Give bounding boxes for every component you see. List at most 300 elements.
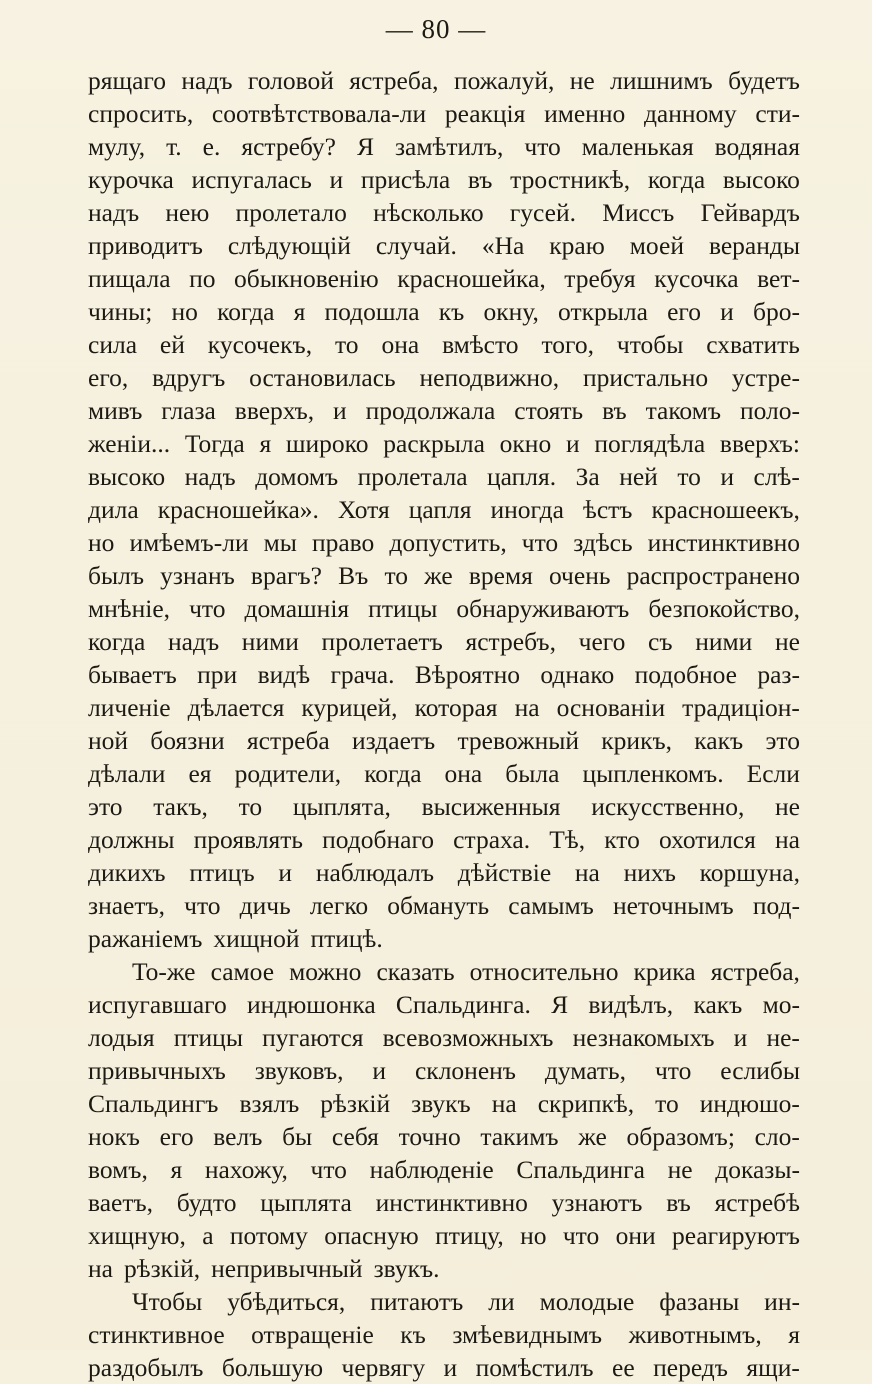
word: обнаруживаютъ [456,594,630,623]
word: испугалась [191,165,312,194]
word: не [667,1155,693,1184]
word: передъ [653,1353,728,1382]
word: ее [612,1353,635,1382]
word: чтобы [616,330,684,359]
word: цыплята [260,1188,352,1217]
word: продолжала [365,396,496,425]
word: не [775,792,800,821]
word: требуя [564,264,636,293]
word: ними [241,627,299,656]
word: съ [648,627,673,656]
word: на [491,1089,517,1118]
word: реагируютъ [671,1221,800,1250]
word: боязни [150,726,225,755]
text-line [88,691,800,724]
word: вет- [757,264,800,293]
word: мо- [762,990,800,1019]
word: мы [263,528,297,557]
word: еслибы [720,1056,800,1085]
word: глаза [161,396,216,425]
word: пожалуй, [453,66,555,95]
word: я [170,1155,183,1184]
word: видѣ [257,660,311,689]
word: должны [88,825,175,854]
word: схватить [706,330,800,359]
word: опасную [324,1221,419,1250]
word: приводитъ [88,231,203,260]
word: будто [176,1188,237,1217]
word: ястребѣ [714,1188,800,1217]
word: ними [695,627,753,656]
word: наблюдалъ [315,858,435,887]
word: веранды [708,231,800,260]
word: дикихъ [88,858,166,887]
word: под- [752,891,800,920]
word: точно [398,1122,461,1151]
word: надъ [168,627,220,656]
word: рѣзкій [320,1089,391,1118]
word: неточнымъ [612,891,734,920]
word: велъ [213,1122,263,1151]
word: думать, [544,1056,627,1085]
word: образомъ; [626,1122,735,1151]
word: когда [647,165,706,194]
word: сила [88,330,138,359]
word: по [189,264,216,293]
word: цыпленкомъ. [582,759,724,788]
word: «На [481,231,525,260]
word: реакція [444,99,526,128]
word: допустить, [389,528,507,557]
word: можно [289,957,362,986]
word: что [310,1155,347,1184]
word: же [424,561,453,590]
word: вмѣсто [442,330,519,359]
word: убѣдиться, [227,1287,346,1316]
word: и [329,165,344,194]
word: я [293,297,306,326]
word: очень [548,561,611,590]
word: но [88,528,115,557]
text-line [88,1120,800,1153]
word: именно [544,99,626,128]
word: дила [88,495,139,524]
word: молодые [539,1287,635,1316]
word: она [381,330,420,359]
word: то [238,792,263,821]
word: пищала [88,264,171,293]
text-line [88,196,800,229]
word: раздобылъ [88,1353,204,1382]
word: случай. [375,231,457,260]
word: себя [331,1122,379,1151]
word: его [159,1122,194,1151]
word: будетъ [728,66,800,95]
word: червягу [341,1353,426,1382]
word: а [202,1221,214,1250]
word: большую [221,1353,324,1382]
word: ѣстъ [583,495,633,524]
word: ваетъ, [88,1188,154,1217]
word: Спальдинга [516,1155,645,1184]
word: его [667,297,701,326]
word: Спальдингъ [88,1089,219,1118]
word: бываетъ [88,660,177,689]
word: и [278,858,293,887]
word: красношеекъ, [651,495,800,524]
text-line [88,757,800,790]
text-line [88,394,800,427]
word: стоять [514,396,584,425]
word: лодыя [88,1023,155,1052]
word: е. [202,132,221,161]
word: основаніи [556,693,666,722]
word: то [384,561,408,590]
word: я [788,1320,800,1349]
word: широко [285,429,369,458]
word: какъ [694,726,744,755]
text-line [88,790,800,823]
word: и [720,297,734,326]
text-line [88,1285,800,1318]
text-line [88,1021,800,1054]
word: птицъ [189,858,255,887]
word: однако [540,660,615,689]
word: что [189,594,226,623]
word: слѣ- [753,462,800,491]
text-line [88,526,800,559]
word: безпокойство, [648,594,800,623]
word: что [562,1221,600,1250]
text-line [88,856,800,889]
word: издаетъ [352,726,436,755]
word: Тѣ, [549,825,586,854]
word: пролетаетъ [321,627,443,656]
word: и [565,429,580,458]
word: головой [247,66,334,95]
word: это [88,792,123,821]
word: Миссъ [602,198,675,227]
word: красношейка». [157,495,319,524]
word: мнѣніе, [88,594,171,623]
word: надъ [88,198,140,227]
word: ястреба, [710,957,800,986]
text-line [88,1318,800,1351]
text-line [88,163,800,196]
word: пролетало [235,198,347,227]
word: видѣлъ, [588,990,674,1019]
word: инстинктивно [375,1188,528,1217]
word: не [569,66,595,95]
word: высоко [88,462,166,491]
text-line [88,1054,800,1087]
word: ей [159,330,185,359]
word: Тогда [184,429,245,458]
text-line [88,1351,800,1384]
word: дѣлали [88,759,166,788]
word: незнакомыхъ [572,1023,715,1052]
word: помѣстилъ [475,1353,594,1382]
word: когда [217,297,275,326]
word: мивъ [88,396,143,425]
word: птицы [173,1023,243,1052]
word: крикъ, [601,726,673,755]
word: и [443,1353,458,1382]
word: рѣзкій, [123,1254,201,1283]
word: женіи... [88,429,171,458]
word: нею [165,198,210,227]
word: То-же [132,957,196,986]
word: цапля [408,495,472,524]
word: тревожный [457,726,580,755]
word: узнаютъ [551,1188,643,1217]
word: то [334,330,359,359]
word: цапля. [487,462,557,491]
word: крика [633,957,696,986]
text-line [88,64,800,97]
word: подошла [324,297,420,326]
word: сло- [754,1122,800,1151]
word: рящаго [88,66,167,95]
word: бро- [752,297,800,326]
text-line [88,328,800,361]
word: звукъ. [373,1254,440,1283]
word: грача. [330,660,395,689]
word: Въ [338,561,369,590]
word: высоко [722,165,800,194]
word: не [774,627,800,656]
text-line [88,955,800,988]
text-line [88,262,800,295]
word: склоненъ [414,1056,516,1085]
word: страха. [453,825,531,854]
word: потому [229,1221,308,1250]
word: что [521,528,559,557]
word: искусственно, [591,792,745,821]
word: они [615,1221,656,1250]
word: какъ [693,990,743,1019]
word: поло- [739,396,800,425]
word: вверхъ: [719,429,800,458]
word: проявлять [193,825,303,854]
word: красношейка, [397,264,546,293]
word: въ [467,165,493,194]
word: птицѣ. [310,924,383,953]
word: относительно [469,957,619,986]
word: здѣсь [573,528,633,557]
word: дичь [239,891,291,920]
word: фазаны [659,1287,740,1316]
word: раз- [757,660,800,689]
word: слѣдующій [227,231,351,260]
text-line [88,724,800,757]
word: была [505,759,560,788]
word: Гейвардъ [700,198,800,227]
word: того, [541,330,594,359]
word: коршуна, [699,858,800,887]
word: пугаются [262,1023,364,1052]
word: обыкновенію [234,264,379,293]
word: хищную, [88,1221,186,1250]
text-line [88,361,800,394]
word: не- [766,1023,800,1052]
word: тростникѣ, [510,165,631,194]
word: право [311,528,375,557]
word: обмануть [387,891,490,920]
word: ястреба [246,726,330,755]
word: сказать [376,957,455,986]
word: кусочка [654,264,739,293]
text-line [88,493,800,526]
text-line [88,229,800,262]
word: такомъ [645,396,722,425]
word: то [677,462,701,491]
word: всевозможныхъ [382,1023,554,1052]
word: раскрыла [383,429,485,458]
word: надъ [181,66,233,95]
word: птицу, [435,1221,504,1250]
text-line [88,295,800,328]
word: нѣсколько [373,198,484,227]
text-line [88,97,800,130]
word: такимъ [480,1122,559,1151]
word: цыплята, [292,792,391,821]
word: Вѣроятно [414,660,521,689]
word: т. [166,132,182,161]
word: ястреба, [349,66,439,95]
word: и [333,396,347,425]
word: это [765,726,800,755]
text-line [88,889,800,922]
word: спросить, [88,99,194,128]
word: же [578,1122,607,1151]
word: имѣемъ-ли [129,528,249,557]
word: ной [88,726,129,755]
word: нокъ [88,1122,140,1151]
text-line [88,625,800,658]
word: гусей. [509,198,576,227]
word: ин- [764,1287,800,1316]
word: непривычный [211,1254,363,1283]
word: надъ [184,462,236,491]
page-number: — 80 — [385,14,487,44]
word: распространено [626,561,800,590]
word: и [372,1056,387,1085]
word: ней [619,462,658,491]
word: но [520,1221,547,1250]
text-line [88,559,800,592]
word: маленькая [581,132,694,161]
word: взялъ [239,1089,300,1118]
word: скрипкѣ, [537,1089,635,1118]
word: открыла [558,297,648,326]
word: врагъ? [250,561,322,590]
word: звуковъ, [254,1056,344,1085]
word: пролетала [357,462,468,491]
word: на [88,1254,113,1283]
body-text [88,64,800,1384]
word: при [197,660,238,689]
word: иногда [490,495,564,524]
word: бы [282,1122,313,1151]
word: доказы- [715,1155,800,1184]
word: къ [400,1320,426,1349]
word: нахожу, [204,1155,288,1184]
word: былъ [88,561,145,590]
word: но [171,297,198,326]
word: испугавшаго [88,990,227,1019]
word: въ [602,396,627,425]
word: легко [309,891,369,920]
word: замѣтилъ, [394,132,504,161]
word: ящи- [746,1353,800,1382]
word: самое [210,957,275,986]
word: окну, [483,297,539,326]
word: Я [551,990,569,1019]
word: наблюденіе [369,1155,494,1184]
word: привычныхъ [88,1056,226,1085]
word: на [574,858,600,887]
word: традиціон- [682,693,800,722]
text-line [88,823,800,856]
word: вдругъ [152,363,226,392]
text-line [88,922,800,955]
word: время [468,561,533,590]
text-line [88,658,800,691]
word: отвращеніе [251,1320,374,1349]
word: родители, [234,759,342,788]
word: неподвижно, [419,363,560,392]
word: питаютъ [370,1287,464,1316]
word: вверхъ, [234,396,315,425]
word: на [775,825,800,854]
word: животнымъ, [628,1320,762,1349]
word: курицей, [301,693,398,722]
word: нихъ [623,858,676,887]
word: домашнія [244,594,350,623]
text-line [88,1252,800,1285]
word: высиженныя [421,792,561,821]
word: Чтобы [132,1287,203,1316]
word: вомъ, [88,1155,148,1184]
word: она [444,759,483,788]
word: что [654,1056,692,1085]
word: къ [438,297,465,326]
text-line [88,988,800,1021]
word: мулу, [88,132,146,161]
word: такъ, [153,792,208,821]
word: лишнимъ [610,66,713,95]
word: узнанъ [160,561,235,590]
word: За [575,462,600,491]
word: сти- [755,99,800,128]
word: индюшо- [699,1089,800,1118]
word: я [259,429,272,458]
word: его, [88,363,129,392]
word: Хотя [337,495,390,524]
word: водяная [714,132,800,161]
word: и [733,1023,748,1052]
word: дѣлается [187,693,285,722]
word: окно [499,429,552,458]
text-line [88,1219,800,1252]
word: звукъ [411,1089,471,1118]
word: пристально [582,363,709,392]
word: змѣевиднымъ [452,1320,603,1349]
word: поглядѣла [594,429,706,458]
word: устре- [731,363,800,392]
word: когда [88,627,146,656]
